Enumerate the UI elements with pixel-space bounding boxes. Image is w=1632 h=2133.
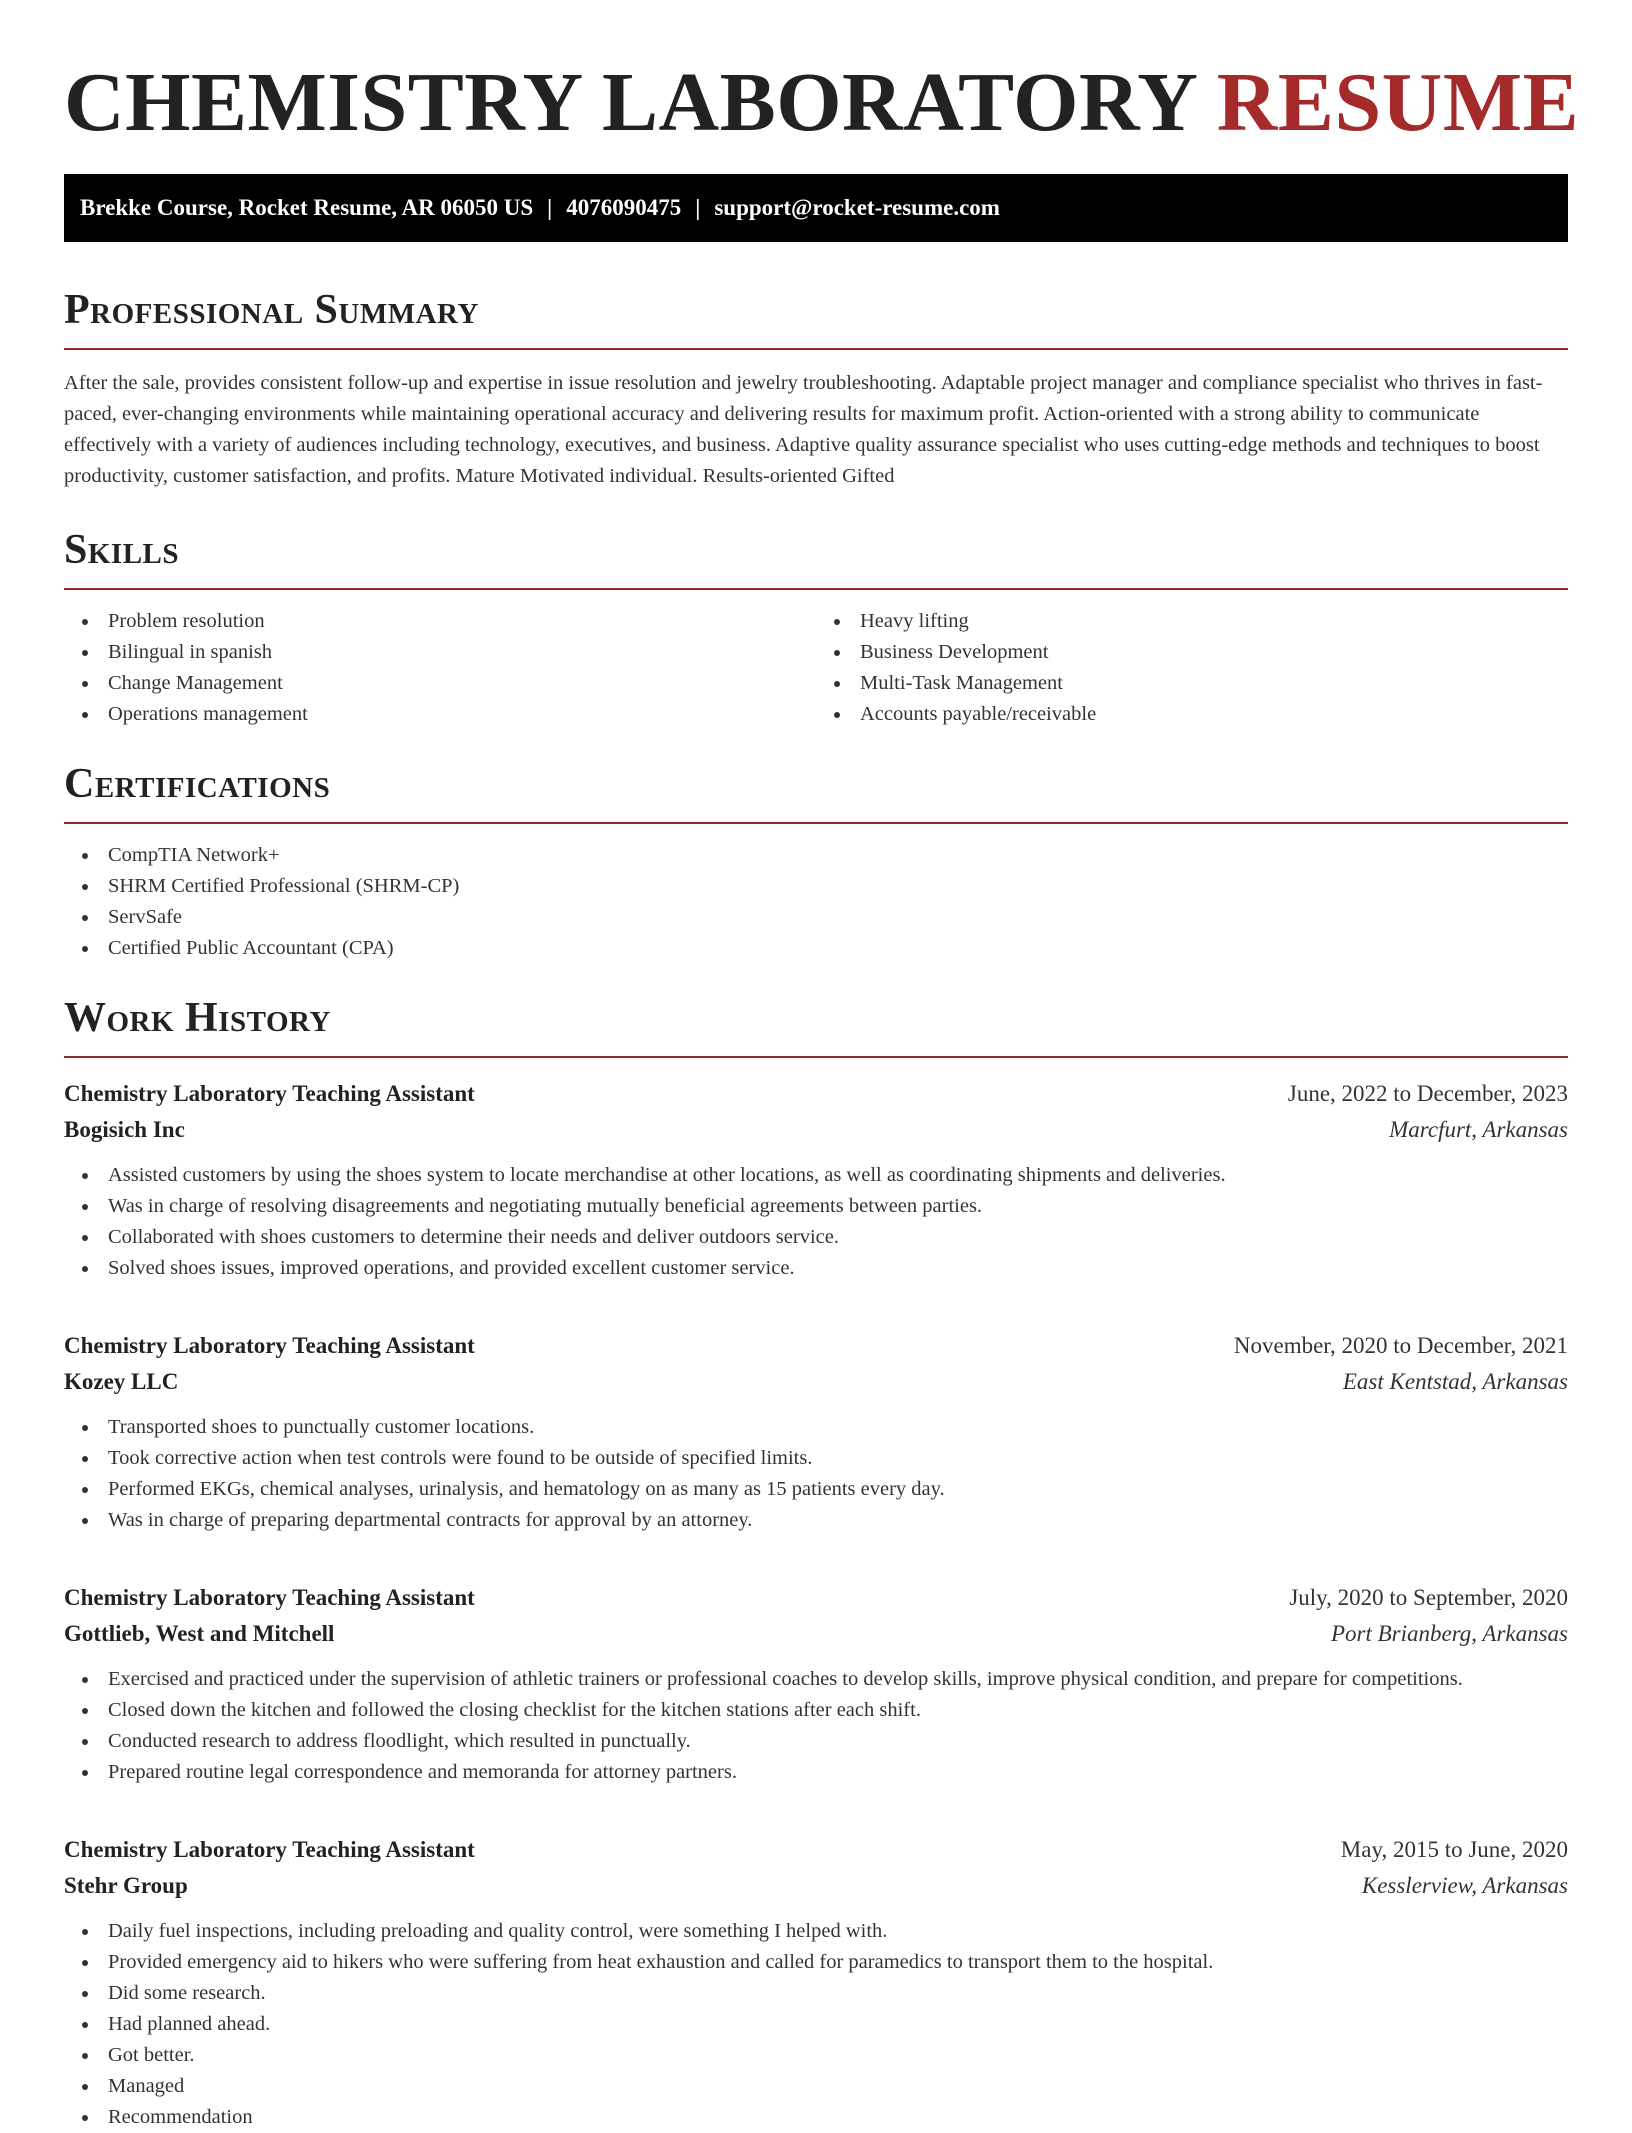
job-duty: Conducted research to address floodlight, which resulted in punctually. xyxy=(64,1726,1568,1757)
contact-address: Brekke Course, Rocket Resume, AR 06050 US xyxy=(80,195,534,220)
skill-item: Heavy lifting xyxy=(816,606,1568,637)
job-header-row xyxy=(64,1076,1568,1112)
certifications-heading: Certifications xyxy=(64,761,331,807)
job-location: Port Brianberg, Arkansas xyxy=(1330,1621,1568,1646)
job-company-row xyxy=(64,1364,1568,1400)
job-dates: July, 2020 to September, 2020 xyxy=(1289,1585,1568,1610)
summary-section xyxy=(64,286,1568,492)
section-divider xyxy=(64,348,1568,350)
certification-item: Certified Public Accountant (CPA) xyxy=(64,933,1568,964)
skills-list-right xyxy=(816,606,1568,730)
title-main: CHEMISTRY LABORATORY xyxy=(64,56,1196,149)
job-duties-list xyxy=(64,1916,1568,2133)
job-duty: Managed xyxy=(64,2071,1568,2102)
certifications-section xyxy=(64,760,1568,964)
job-duties-list xyxy=(64,1664,1568,1788)
job-title: Chemistry Laboratory Teaching Assistant xyxy=(64,1081,475,1106)
job-company-row xyxy=(64,1112,1568,1148)
job-duty: Exercised and practiced under the supervision of athletic trainers or professional coaches to develop skills, improve physical condition, and prepare for competitions. xyxy=(64,1664,1568,1695)
skills-grid xyxy=(64,606,1568,730)
job-location: Marcfurt, Arkansas xyxy=(1389,1117,1568,1142)
job-company: Bogisich Inc xyxy=(64,1117,185,1142)
certifications-list xyxy=(64,840,1568,964)
skill-item: Operations management xyxy=(64,699,816,730)
skill-item: Multi-Task Management xyxy=(816,668,1568,699)
job-duty: Daily fuel inspections, including preloading and quality control, were something I helped with. xyxy=(64,1916,1568,1947)
job-company: Kozey LLC xyxy=(64,1369,179,1394)
section-divider xyxy=(64,1056,1568,1058)
job-entry xyxy=(64,1076,1568,1284)
job-duty: Closed down the kitchen and followed the closing checklist for the kitchen stations after each shift. xyxy=(64,1695,1568,1726)
skill-item: Accounts payable/receivable xyxy=(816,699,1568,730)
job-header-row xyxy=(64,1580,1568,1616)
job-header-row xyxy=(64,1328,1568,1364)
job-company: Gottlieb, West and Mitchell xyxy=(64,1621,335,1646)
job-duty: Took corrective action when test controls were found to be outside of specified limits. xyxy=(64,1443,1568,1474)
certification-item: ServSafe xyxy=(64,902,1568,933)
job-duty: Had planned ahead. xyxy=(64,2009,1568,2040)
resume-title xyxy=(64,0,1580,149)
job-duty: Solved shoes issues, improved operations, and provided excellent customer service. xyxy=(64,1253,1568,1284)
job-company-row xyxy=(64,1868,1568,1904)
skill-item: Bilingual in spanish xyxy=(64,637,816,668)
job-duty: Got better. xyxy=(64,2040,1568,2071)
title-accent: RESUME xyxy=(1216,56,1580,149)
contact-separator: | xyxy=(547,195,553,220)
job-title: Chemistry Laboratory Teaching Assistant xyxy=(64,1333,475,1358)
job-location: Kesslerview, Arkansas xyxy=(1361,1873,1568,1898)
job-duty: Transported shoes to punctually customer locations. xyxy=(64,1412,1568,1443)
skills-section xyxy=(64,526,1568,730)
skills-list-left xyxy=(64,606,816,730)
job-location: East Kentstad, Arkansas xyxy=(1342,1369,1568,1394)
job-entry xyxy=(64,1832,1568,2133)
contact-phone: 4076090475 xyxy=(566,195,682,220)
work-history-section xyxy=(64,994,1568,2133)
certification-item: SHRM Certified Professional (SHRM-CP) xyxy=(64,871,1568,902)
job-duty: Assisted customers by using the shoes system to locate merchandise at other locations, as well as coordinating shipments and deliveries. xyxy=(64,1160,1568,1191)
job-duty: Was in charge of preparing departmental contracts for approval by an attorney. xyxy=(64,1505,1568,1536)
job-title: Chemistry Laboratory Teaching Assistant xyxy=(64,1837,475,1862)
contact-bar xyxy=(64,174,1568,242)
summary-heading: Professional Summary xyxy=(64,287,479,333)
job-duties-list xyxy=(64,1412,1568,1536)
job-duties-list xyxy=(64,1160,1568,1284)
contact-separator: | xyxy=(695,195,701,220)
job-dates: November, 2020 to December, 2021 xyxy=(1233,1333,1568,1358)
certification-item: CompTIA Network+ xyxy=(64,840,1568,871)
job-dates: June, 2022 to December, 2023 xyxy=(1287,1081,1568,1106)
job-dates: May, 2015 to June, 2020 xyxy=(1340,1837,1568,1862)
job-company: Stehr Group xyxy=(64,1873,188,1898)
section-divider xyxy=(64,588,1568,590)
skill-item: Business Development xyxy=(816,637,1568,668)
summary-text: After the sale, provides consistent follow-up and expertise in issue resolution and jewelry troubleshooting. Adaptable project manager and compliance specialist who thrives in fast-paced, ever-changing environments while maintaining operational accuracy and delivering results for maximum profit. Action-oriented with a strong ability to communicate effectively with a variety of audiences including technology, executives, and business. Adaptive quality assurance specialist who uses cutting-edge methods and techniques to boost productivity, customer satisfaction, and profits. Mature Motivated individual. Results-oriented Gifted xyxy=(64,372,1543,487)
job-entry xyxy=(64,1580,1568,1788)
job-company-row xyxy=(64,1616,1568,1652)
section-divider xyxy=(64,822,1568,824)
skills-heading: Skills xyxy=(64,527,180,573)
job-duty: Performed EKGs, chemical analyses, urinalysis, and hematology on as many as 15 patients every day. xyxy=(64,1474,1568,1505)
skill-item: Change Management xyxy=(64,668,816,699)
contact-email: support@rocket-resume.com xyxy=(714,195,1000,220)
job-duty: Did some research. xyxy=(64,1978,1568,2009)
job-title: Chemistry Laboratory Teaching Assistant xyxy=(64,1585,475,1610)
job-duty: Prepared routine legal correspondence and memoranda for attorney partners. xyxy=(64,1757,1568,1788)
job-duty: Collaborated with shoes customers to determine their needs and deliver outdoors service. xyxy=(64,1222,1568,1253)
job-duty: Recommendation xyxy=(64,2102,1568,2133)
job-duty: Provided emergency aid to hikers who were suffering from heat exhaustion and called for paramedics to transport them to the hospital. xyxy=(64,1947,1568,1978)
work-history-heading: Work History xyxy=(64,995,331,1041)
skill-item: Problem resolution xyxy=(64,606,816,637)
job-duty: Was in charge of resolving disagreements and negotiating mutually beneficial agreements between parties. xyxy=(64,1191,1568,1222)
job-entry xyxy=(64,1328,1568,1536)
job-header-row xyxy=(64,1832,1568,1868)
